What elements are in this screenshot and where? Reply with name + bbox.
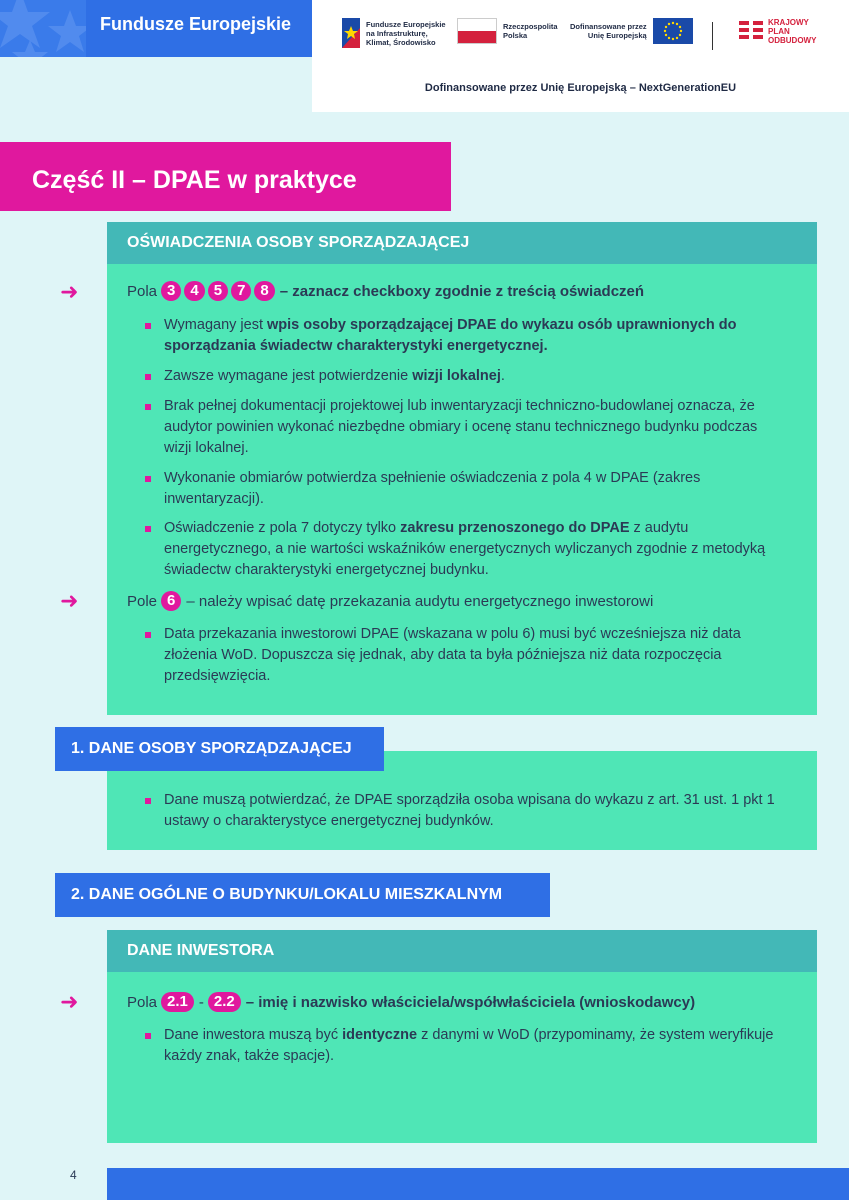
field-badge: 7 xyxy=(231,281,251,301)
dane-inwestora-heading: DANE INWESTORA xyxy=(107,930,817,972)
logo-strip xyxy=(312,0,849,112)
fields-prefix: Pola xyxy=(127,282,158,300)
list-item: Zawsze wymagane jest potwierdzenie wizji lokalnej. xyxy=(148,366,788,387)
ue-logo-line1: Dofinansowane przez xyxy=(570,22,647,31)
list-item: Dane inwestora muszą być identyczne z danymi w WoD (przypominamy, że system weryfikuje każdy znak, także spacje). xyxy=(148,1025,788,1067)
logo-rzeczpospolita xyxy=(457,18,558,44)
field-6-line xyxy=(127,591,653,611)
ue-logo-line2: Unię Europejską xyxy=(587,31,647,40)
dane-ogolne-heading: 2. DANE OGÓLNE O BUDYNKU/LOKALU MIESZKALNYM xyxy=(55,873,550,917)
eu-stars-decoration-icon xyxy=(0,0,86,57)
rp-logo-line2: Polska xyxy=(503,31,528,40)
fe-logo-icon xyxy=(342,18,360,48)
arrow-right-icon: ➜ xyxy=(60,989,79,1014)
kpo-logo-line3: ODBUDOWY xyxy=(768,36,817,45)
fields-3-8-line xyxy=(127,281,644,301)
field-badge: 2.2 xyxy=(208,992,241,1012)
list-item: Dane muszą potwierdzać, że DPAE sporządziła osoba wpisana do wykazu z art. 31 ust. 1 pkt 1 ustawy o charakterystyce energetycznej budynków. xyxy=(148,790,788,832)
kpo-logo-icon xyxy=(739,19,763,45)
oswiadczenia-heading: OŚWIADCZENIA OSOBY SPORZĄDZAJĄCEJ xyxy=(107,222,817,264)
fields-prefix: Pole xyxy=(127,592,158,610)
eu-flag-icon xyxy=(653,18,693,44)
fields-description: – imię i nazwisko właściciela/współwłaściciela (wnioskodawcy) xyxy=(245,993,696,1011)
logo-unia-europejska xyxy=(570,18,693,44)
fields-description: – należy wpisać datę przekazania audytu energetycznego inwestorowi xyxy=(186,592,654,610)
field-badge: 8 xyxy=(254,281,274,301)
fields-description: – zaznacz checkboxy zgodnie z treścią oświadczeń xyxy=(279,282,645,300)
field-badge: 5 xyxy=(208,281,228,301)
footer-bar xyxy=(107,1168,849,1200)
fe-logo-line1: Fundusze Europejskie xyxy=(366,19,446,29)
rp-logo-line1: Rzeczpospolita xyxy=(503,22,558,31)
fields-prefix: Pola xyxy=(127,993,158,1011)
logo-fundusze-europejskie xyxy=(342,18,446,48)
list-item: Wykonanie obmiarów potwierdza spełnienie oświadczenia z pola 4 w DPAE (zakres inwentaryzacji). xyxy=(148,468,788,510)
arrow-right-icon: ➜ xyxy=(60,588,79,613)
logo-separator xyxy=(712,22,713,50)
field-badge: 4 xyxy=(184,281,204,301)
fields-2-1-2-2-line xyxy=(127,992,695,1012)
list-item: Wymagany jest wpis osoby sporządzającej DPAE do wykazu osób uprawnionych do sporządzania świadectw charakterystyki energetycznej. xyxy=(148,315,788,357)
kpo-logo-line1: KRAJOWY xyxy=(768,18,809,27)
funding-statement: Dofinansowane przez Unię Europejską – NextGenerationEU xyxy=(424,82,737,94)
field-badge: 2.1 xyxy=(161,992,194,1012)
dane-osoby-heading: 1. DANE OSOBY SPORZĄDZAJĄCEJ xyxy=(55,727,384,771)
page-number: 4 xyxy=(70,1168,77,1182)
list-item: Oświadczenie z pola 7 dotyczy tylko zakresu przenoszonego do DPAE z audytu energetycznego, a nie wartości wskaźników energetycznych wyliczanych zgodnie z metodyką świadectw charakterystyki energetycznej budynku. xyxy=(148,518,788,581)
fundusze-banner xyxy=(0,0,312,57)
fe-logo-line3: Klimat, Środowisko xyxy=(366,37,436,47)
field-range-dash: - xyxy=(198,993,204,1011)
field-badge: 3 xyxy=(161,281,181,301)
list-item: Brak pełnej dokumentacji projektowej lub inwentaryzacji techniczno-budowlanej oznacza, że audytor powinien wykonać niezbędne obmiary i ocenę stanu technicznego budynku podczas wizji lokalnej. xyxy=(148,396,788,459)
arrow-right-icon: ➜ xyxy=(60,279,79,304)
logo-krajowy-plan-odbudowy xyxy=(739,18,816,45)
field-badge: 6 xyxy=(161,591,181,611)
section-title: Część II – DPAE w praktyce xyxy=(0,142,451,211)
polish-flag-icon xyxy=(457,18,497,44)
list-item: Data przekazania inwestorowi DPAE (wskazana w polu 6) musi być wcześniejsza niż data złożenia WoD. Dopuszcza się jednak, aby data ta była późniejsza niż data rozpoczęcia przedsięwzięcia. xyxy=(148,624,788,687)
fe-logo-line2: na Infrastrukturę, xyxy=(366,28,428,38)
banner-title: Fundusze Europejskie xyxy=(100,14,292,34)
kpo-logo-line2: PLAN xyxy=(768,27,790,36)
